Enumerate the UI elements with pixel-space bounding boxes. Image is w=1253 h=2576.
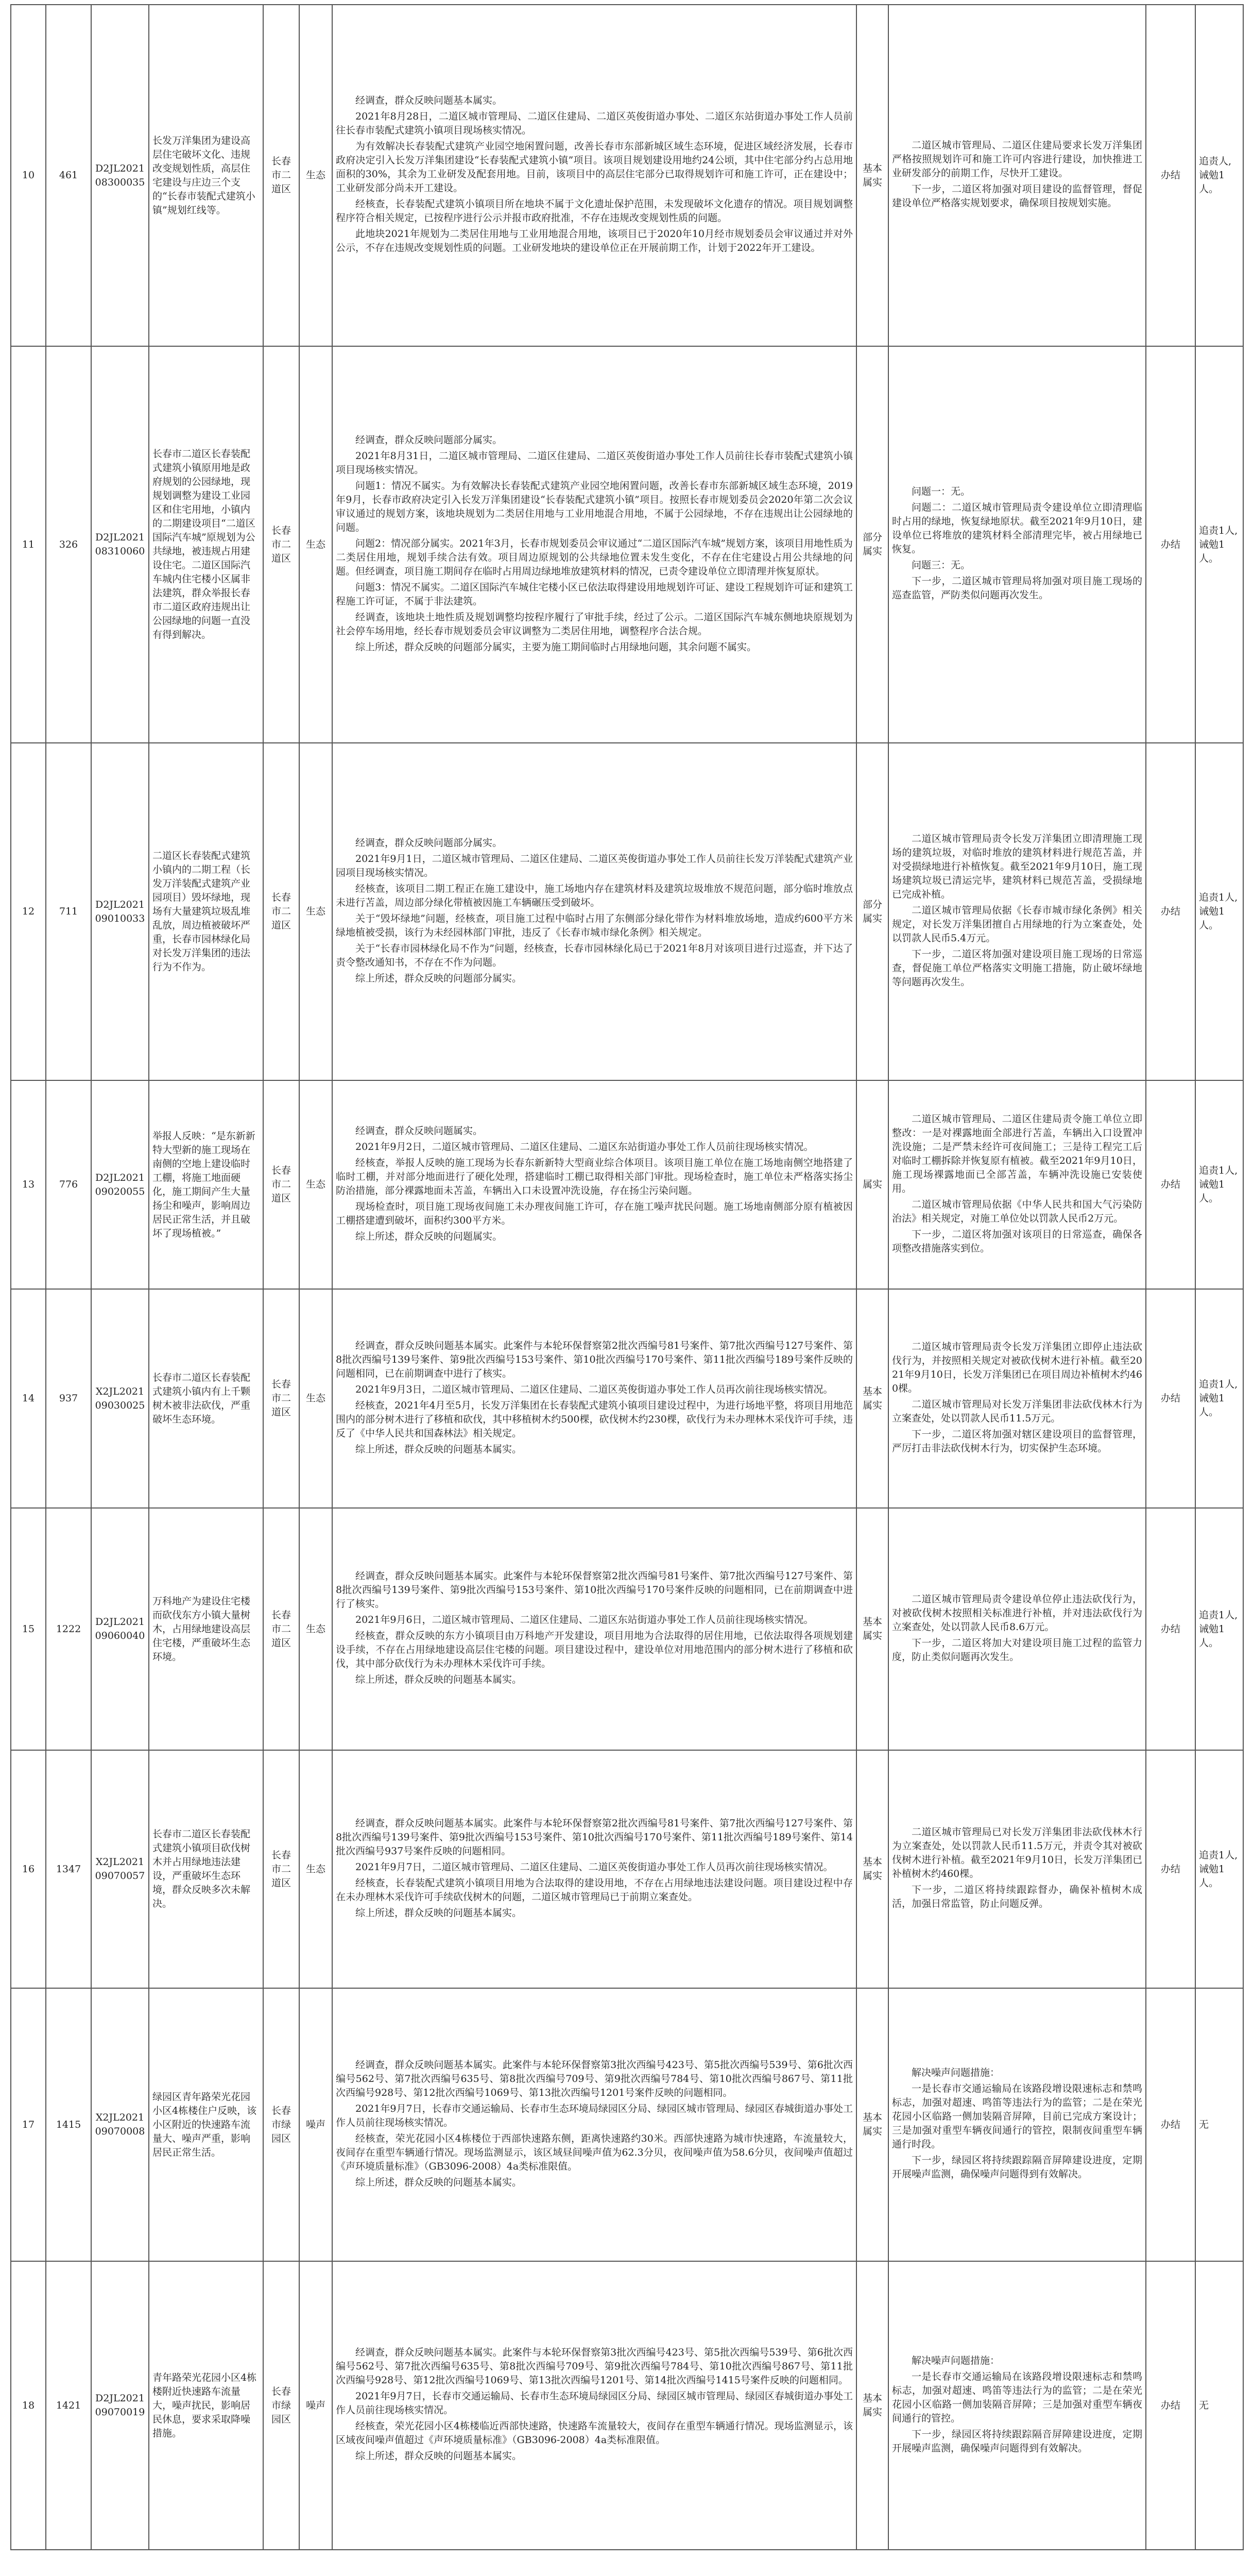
- handling-result-paragraph: 二道区城市管理局对长发万洋集团非法砍伐林木行为立案查处，处以罚款人民币11.5万元。: [892, 1398, 1142, 1424]
- handling-result: [888, 2261, 1146, 2550]
- issue-description: 青年路荣光花园小区4栋楼附近快速路车流量大，噪声扰民，影响居民休息，要求采取降噪措施。: [149, 2261, 263, 2550]
- finding: 基本属实: [856, 1289, 888, 1508]
- investigation-process: [332, 1988, 856, 2261]
- accountability: 追责1人,诫勉1人。: [1195, 743, 1243, 1080]
- investigation-process-paragraph: 关于“长春市园林绿化局不作为”问题，经核查，长春市园林绿化局已于2021年8月对该项目进行过巡查，并下达了责令整改通知书，不存在不作为问题。: [336, 942, 853, 968]
- handling-result-paragraph: 问题一：无。: [912, 486, 971, 497]
- investigation-process-paragraph: 经调查，群众反映问题基本属实。此案件与本轮环保督察第2批次西编号81号案件、第7批次西编号127号案件、第8批次西编号139号案件、第9批次西编号153号案件、第10批次西编号170号案件、第11批次西编号189号案件反映的问题相同，已在前期调查中进行了核实。: [336, 1340, 853, 1379]
- handling-result-paragraph: 二道区城市管理局已对长发万洋集团非法砍伐林木行为立案查处，处以罚款人民币11.5万元，并责令其对被砍伐树木进行补植。截至2021年9月10日，长发万洋集团已补植树木约460棵。: [892, 1826, 1142, 1879]
- issue-description: 举报人反映：“是东新新特大型新的施工现场在南侧的空地上建设临时工棚，将施工地面硬化，施工期间产生大量扬尘和噪声，影响周边居民正常生活，并且破坏了现场植被。”: [149, 1080, 263, 1289]
- row-number: 13: [11, 1080, 46, 1289]
- finding: 部分属实: [856, 743, 888, 1080]
- issue-description: 长发万洋集团为建设高层住宅破坏文化、违规改变规划性质，高层住宅建设与庄边三个支的“长春市装配式建筑小镇”规划红线等。: [149, 5, 263, 346]
- case-code: X2JL202109070008: [91, 1988, 149, 2261]
- investigation-process-paragraph: 经核查，该项目二期工程正在施工建设中，施工场地内存在建筑材料及建筑垃圾堆放不规范问题，部分临时堆放点未进行苫盖，周边部分绿化带植被因施工车辆碾压受到破坏。: [336, 883, 853, 908]
- accountability: 追责人,诫勉1人。: [1195, 5, 1243, 346]
- investigation-process-paragraph: 现场检查时，项目施工现场夜间施工未办理夜间施工许可，存在施工噪声扰民问题。施工场地南侧部分原有植被因工棚搭建遭到破坏，面积约300平方米。: [336, 1200, 853, 1226]
- handling-result-paragraph: 下一步，二道区将持续跟踪督办，确保补植树木成活，加强日常监管，防止问题反弹。: [892, 1884, 1142, 1909]
- status: 办结: [1146, 1750, 1195, 1988]
- accountability: 追责1人,诫勉1人。: [1195, 1289, 1243, 1508]
- investigation-process-paragraph: 2021年8月31日，二道区城市管理局、二道区住建局、二道区英俊街道办事处工作人员前往长春市装配式建筑小镇项目现场核实情况。: [336, 450, 853, 476]
- pollution-type: 噪声: [299, 1988, 332, 2261]
- handling-result-paragraph: 下一步，二道区将加强对辖区建设项目的监督管理，严厉打击非法砍伐树木行为，切实保护生态环境。: [892, 1428, 1142, 1454]
- issue-description: 长春市二道区长春装配式建筑小镇原用地是政府规划的公园绿地，现规划调整为建设工业园区和住宅用地，小镇内的二期建设项目“二道区国际汽车城”原规划为公共绿地，被违规占用建设住宅。二道区国际汽车城内住宅楼小区属非法建筑，群众举报长春市二道区政府违规出让公园绿地的问题一直没有得到解决。: [149, 346, 263, 743]
- issue-description: 万科地产为建设住宅楼而砍伐东方小镇大量树木，占用绿地建设高层住宅楼，严重破坏生态环境。: [149, 1508, 263, 1750]
- case-code: D2JL202109070019: [91, 2261, 149, 2550]
- status: 办结: [1146, 346, 1195, 743]
- district: 长春市二道区: [263, 1289, 299, 1508]
- investigation-process-paragraph: 综上所述，群众反映的问题基本属实。: [355, 2176, 522, 2188]
- investigation-process: [332, 346, 856, 743]
- handling-result: [888, 346, 1146, 743]
- accountability: 追责1人,诫勉1人。: [1195, 346, 1243, 743]
- investigation-process-paragraph: 综上所述，群众反映的问题部分属实。: [355, 972, 522, 984]
- investigation-process: [332, 1289, 856, 1508]
- row-number: 10: [11, 5, 46, 346]
- investigation-process-paragraph: 关于“毁坏绿地”问题，经核查，项目施工过程中临时占用了东侧部分绿化带作为材料堆放场地，造成约600平方米绿地植被受损，该行为未经园林部门审批，违反了《长春市城市绿化条例》相关规定。: [336, 912, 853, 938]
- investigation-process: [332, 5, 856, 346]
- finding: 基本属实: [856, 1988, 888, 2261]
- handling-result-paragraph: 下一步，二道区将加强对该项目的日常巡查，确保各项整改措施落实到位。: [892, 1228, 1142, 1254]
- investigation-process-paragraph: 经核查，荣光花园小区4栋楼位于西部快速路东侧，距离快速路约30米。西部快速路为城市快速路，车流量较大，夜间存在重型车辆通行情况。现场监测显示，该区域昼间噪声值为62.3分贝，夜间噪声值为58.6分贝，夜间噪声值超过《声环境质量标准》（GB3096-2008）4a类标准限值。: [336, 2132, 853, 2172]
- case-code: D2JL202108310060: [91, 346, 149, 743]
- investigation-process-paragraph: 2021年9月3日，二道区城市管理局、二道区住建局、二道区英俊街道办事处工作人员再次前往现场核实情况。: [355, 1383, 833, 1395]
- investigation-process: [332, 1080, 856, 1289]
- handling-result: [888, 1080, 1146, 1289]
- pollution-type: 生态: [299, 1080, 332, 1289]
- investigation-process-paragraph: 2021年8月28日，二道区城市管理局、二道区住建局、二道区英俊街道办事处、二道区东站街道办事处工作人员前往长春市装配式建筑小镇项目现场核实情况。: [336, 111, 853, 136]
- row-number: 12: [11, 743, 46, 1080]
- investigation-process-paragraph: 经核查，长春装配式建筑小镇项目所在地块不属于文化遗址保护范围，未发现破坏文化遗存的情况。项目规划调整程序符合相关规定，已按程序进行公示并报市政府批准，不存在违规改变规划性质的问题。: [336, 198, 853, 224]
- table-row: [11, 1080, 1243, 1289]
- case-code: D2JL202109060040: [91, 1508, 149, 1750]
- handling-result-paragraph: 解决噪声问题措施：: [912, 2354, 1000, 2366]
- status: 办结: [1146, 1508, 1195, 1750]
- case-id: 326: [46, 346, 91, 743]
- status: 办结: [1146, 5, 1195, 346]
- handling-result-paragraph: 二道区城市管理局责令长发万洋集团立即清理施工现场的建筑垃圾，对临时堆放的建筑材料进行规范苫盖，并对受损绿地进行补植恢复。截至2021年9月10日，施工现场建筑垃圾已清运完毕，建筑材料已规范苫盖，受损绿地已完成补植。: [892, 833, 1142, 900]
- handling-result-paragraph: 二道区城市管理局、二道区住建局要求长发万洋集团严格按照规划许可和施工许可内容进行建设，加快推进工业研发部分的前期工作，尽快开工建设。: [892, 140, 1142, 179]
- investigation-process-paragraph: 经核查，群众反映的东方小镇项目由万科地产开发建设，项目用地为合法取得的居住用地，已依法取得各项规划建设手续，不存在占用绿地建设高层住宅楼的问题。项目建设过程中，建设单位对用地范围内的部分树木进行了移植和砍伐，其中部分砍伐行为未办理林木采伐许可手续。: [336, 1630, 853, 1669]
- investigation-process-paragraph: 经调查，群众反映问题属实。: [355, 1125, 483, 1137]
- row-number: 17: [11, 1988, 46, 2261]
- handling-result-paragraph: 下一步，二道区将加大对建设项目施工过程的监管力度，防止类似问题再次发生。: [892, 1637, 1142, 1663]
- handling-result-paragraph: 二道区城市管理局依据《中华人民共和国大气污染防治法》相关规定，对施工单位处以罚款人民币2万元。: [892, 1198, 1142, 1224]
- petition-table-sheet: [10, 4, 1243, 2576]
- table-row: [11, 1988, 1243, 2261]
- investigation-process-paragraph: 此地块2021年规划为二类居住用地与工业用地混合用地，该项目已于2020年10月经市规划委员会审议通过并对外公示，不存在违规改变规划性质的问题。工业研发地块的建设单位正在开展前期工作，计划于2022年开工建设。: [336, 228, 853, 253]
- investigation-process-paragraph: 2021年9月6日，二道区城市管理局、二道区住建局、二道区东站街道办事处工作人员前往现场核实情况。: [355, 1614, 814, 1625]
- row-number: 16: [11, 1750, 46, 1988]
- district: 长春市二道区: [263, 743, 299, 1080]
- district: 长春市二道区: [263, 1508, 299, 1750]
- investigation-process-paragraph: 2021年9月7日，长春市交通运输局、长春市生态环境局绿园区分局、绿园区城市管理局、绿园区春城街道办事处工作人员前往现场核实情况。: [336, 2103, 853, 2128]
- table-row: [11, 1289, 1243, 1508]
- table-row: [11, 743, 1243, 1080]
- accountability: 追责1人,诫勉1人。: [1195, 1080, 1243, 1289]
- district: 长春市绿园区: [263, 2261, 299, 2550]
- handling-result-paragraph: 下一步，二道区将加强对项目建设的监督管理，督促建设单位严格落实规划要求，确保项目按规划实施。: [892, 183, 1142, 209]
- case-code: X2JL202109070057: [91, 1750, 149, 1988]
- case-id: 711: [46, 743, 91, 1080]
- handling-result-paragraph: 问题三：无。: [912, 560, 971, 571]
- investigation-process-paragraph: 问题1：情况不属实。为有效解决长春装配式建筑产业园空地闲置问题，改善长春市东部新城区域生态环境，2019年9月，长春市政府决定引入长发万洋集团建设“长春装配式建筑小镇”项目。按照长春市规划委员会2020年第二次会议审议通过的规划方案，该地块规划为二类居住用地与工业用地混合用地，不属于公园绿地，不存在违规出让公园绿地的问题。: [336, 480, 853, 533]
- handling-result: [888, 743, 1146, 1080]
- investigation-process-paragraph: 综上所述，群众反映的问题基本属实。: [355, 2450, 522, 2462]
- investigation-process-paragraph: 经调查，群众反映问题部分属实。: [355, 434, 503, 446]
- case-id: 937: [46, 1289, 91, 1508]
- accountability: 无: [1195, 2261, 1243, 2550]
- issue-description: 长春市二道区长春装配式建筑小镇内有上千颗树木被非法砍伐，严重破坏生态环境。: [149, 1289, 263, 1508]
- case-code: D2JL202109010033: [91, 743, 149, 1080]
- investigation-process-paragraph: 2021年9月1日，二道区城市管理局、二道区住建局、二道区英俊街道办事处工作人员前往长发万洋装配式建筑产业园项目现场核实情况。: [336, 853, 853, 878]
- investigation-process-paragraph: 经调查，群众反映问题基本属实。: [355, 95, 503, 106]
- issue-description: 长春市二道区长春装配式建筑小镇项目砍伐树木并占用绿地违法建设，严重破坏生态环境，群众反映多次未解决。: [149, 1750, 263, 1988]
- case-id: 776: [46, 1080, 91, 1289]
- accountability: 无: [1195, 1988, 1243, 2261]
- investigation-process-paragraph: 综上所述，群众反映的问题基本属实。: [355, 1443, 522, 1455]
- status: 办结: [1146, 743, 1195, 1080]
- handling-result-paragraph: 下一步，二道区城市管理局将加强对项目施工现场的巡查监管，严防类似问题再次发生。: [892, 575, 1142, 601]
- handling-result: [888, 5, 1146, 346]
- handling-result-paragraph: 一是长春市交通运输局在该路段增设限速标志和禁鸣标志，加强对超速、鸣笛等违法行为的监管；二是在荣光花园小区临路一侧加装隔音屏障；三是加强对重型车辆夜间通行的管控。: [892, 2370, 1142, 2424]
- investigation-process: [332, 2261, 856, 2550]
- handling-result-paragraph: 解决噪声问题措施：: [912, 2067, 1000, 2078]
- investigation-process-paragraph: 经核查，长春装配式建筑小镇项目用地为合法取得的建设用地，不存在占用绿地违法建设问题。项目建设过程中存在未办理林木采伐许可手续砍伐树木的问题，二道区城市管理局已于前期立案查处。: [336, 1877, 853, 1903]
- pollution-type: 生态: [299, 1508, 332, 1750]
- investigation-process-paragraph: 经核查，举报人反映的施工现场为长春东新新特大型商业综合体项目。该项目施工单位在施工场地南侧空地搭建了临时工棚，并对部分地面进行了硬化处理，搭建临时工棚已取得相关部门审批。现场检查时，施工单位未严格落实扬尘防治措施，部分裸露地面未苫盖，车辆出入口未设置冲洗设施，存在扬尘污染问题。: [336, 1157, 853, 1196]
- investigation-process-paragraph: 综上所述，群众反映的问题基本属实。: [355, 1907, 522, 1919]
- investigation-process-paragraph: 问题3：情况不属实。二道区国际汽车城住宅楼小区已依法取得建设用地规划许可证、建设工程规划许可证和建筑工程施工许可证，不属于非法建筑。: [336, 581, 853, 607]
- pollution-type: 生态: [299, 5, 332, 346]
- pollution-type: 生态: [299, 1289, 332, 1508]
- table-row: [11, 1750, 1243, 1988]
- handling-result-paragraph: 二道区城市管理局依据《长春市城市绿化条例》相关规定，对长发万洋集团擅自占用绿地的行为立案查处，处以罚款人民币5.4万元。: [892, 905, 1142, 944]
- row-number: 14: [11, 1289, 46, 1508]
- investigation-process-paragraph: 综上所述，群众反映的问题基本属实。: [355, 1674, 522, 1685]
- investigation-process-paragraph: 为有效解决长春装配式建筑产业园空地闲置问题，改善长春市东部新城区域生态环境，促进区域经济发展，长春市政府决定引入长发万洋集团建设“长春装配式建筑小镇”项目。该项目规划建设用地约24公顷，其中住宅部分约占总用地面积的30%，其余为工业研发及配套用地。目前，该项目中的高层住宅部分已取得规划许可和施工许可，正在建设中；工业研发部分尚未开工建设。: [336, 141, 853, 194]
- finding: 基本属实: [856, 1750, 888, 1988]
- case-id: 1415: [46, 1988, 91, 2261]
- case-id: 1222: [46, 1508, 91, 1750]
- table-row: [11, 2261, 1243, 2550]
- case-id: 1347: [46, 1750, 91, 1988]
- pollution-type: 生态: [299, 743, 332, 1080]
- district: 长春市二道区: [263, 1750, 299, 1988]
- investigation-process-paragraph: 2021年9月2日，二道区城市管理局、二道区住建局、二道区东站街道办事处工作人员前往现场核实情况。: [355, 1141, 814, 1153]
- finding: 基本属实: [856, 2261, 888, 2550]
- table-row: [11, 346, 1243, 743]
- district: 长春市二道区: [263, 1080, 299, 1289]
- case-id: 1421: [46, 2261, 91, 2550]
- investigation-process-paragraph: 2021年9月7日，长春市交通运输局、长春市生态环境局绿园区分局、绿园区城市管理局、绿园区春城街道办事处工作人员前往现场核实情况。: [336, 2391, 853, 2416]
- table-row: [11, 1508, 1243, 1750]
- case-code: D2JL202109020055: [91, 1080, 149, 1289]
- row-number: 18: [11, 2261, 46, 2550]
- pollution-type: 生态: [299, 1750, 332, 1988]
- handling-result-paragraph: 二道区城市管理局、二道区住建局责令施工单位立即整改：一是对裸露地面全部进行苫盖，车辆出入口设置冲洗设施；二是严禁未经许可夜间施工；三是待工程完工后对临时工棚拆除并恢复原有植被。截至2021年9月10日，施工现场裸露地面已全部苫盖，车辆冲洗设施已安装使用。: [892, 1113, 1142, 1194]
- case-code: D2JL202108300035: [91, 5, 149, 346]
- handling-result: [888, 1750, 1146, 1988]
- accountability: 追责1人,诫勉1人。: [1195, 1508, 1243, 1750]
- district: 长春市二道区: [263, 346, 299, 743]
- accountability: 追责1人,诫勉1人。: [1195, 1750, 1243, 1988]
- investigation-process-paragraph: 经调查，群众反映问题基本属实。此案件与本轮环保督察第2批次西编号81号案件、第7批次西编号127号案件、第8批次西编号139号案件、第9批次西编号153号案件、第10批次西编号170号案件、第11批次西编号189号案件、第14批次西编号937号案件反映的问题相同。: [336, 1817, 853, 1857]
- investigation-process: [332, 1508, 856, 1750]
- case-id: 461: [46, 5, 91, 346]
- handling-result-paragraph: 下一步，二道区将加强对建设项目施工现场的日常巡查，督促施工单位严格落实文明施工措施，防止破坏绿地等问题再次发生。: [892, 948, 1142, 988]
- investigation-process-paragraph: 经调查，群众反映问题部分属实。: [355, 837, 503, 849]
- petition-table: [10, 4, 1244, 2550]
- status: 办结: [1146, 1988, 1195, 2261]
- handling-result-paragraph: 二道区城市管理局责令长发万洋集团立即停止违法砍伐行为，并按照相关规定对被砍伐树木进行补植。截至2021年9月10日，长发万洋集团已在项目周边补植树木约460棵。: [892, 1341, 1142, 1394]
- investigation-process-paragraph: 经调查，群众反映问题基本属实。此案件与本轮环保督察第3批次西编号423号、第5批次西编号539号、第6批次西编号562号、第7批次西编号635号、第8批次西编号709号、第9批次西编号784号、第10批次西编号867号、第11批次西编号928号、第12批次西编号1069号、第13批次西编号1201号、第14批次西编号1415号案件反映的问题相同。: [336, 2347, 853, 2386]
- row-number: 11: [11, 346, 46, 743]
- investigation-process-paragraph: 问题2：情况部分属实。2021年3月，长春市规划委员会审议通过“二道区国际汽车城”规划方案，该项目用地性质为二类居住用地，规划手续合法有效。项目周边原规划的公共绿地位置未发生变化，不存在住宅建设占用公共绿地的问题。但经调查，项目施工期间存在临时占用周边绿地堆放建筑材料的情况，已责令建设单位立即清理并恢复原状。: [336, 537, 853, 577]
- status: 办结: [1146, 1289, 1195, 1508]
- handling-result-paragraph: 下一步，绿园区将持续跟踪隔音屏障建设进度，定期开展噪声监测，确保噪声问题得到有效解决。: [892, 2428, 1142, 2454]
- handling-result-paragraph: 下一步，绿园区将持续跟踪隔音屏障建设进度，定期开展噪声监测，确保噪声问题得到有效解决。: [892, 2155, 1142, 2180]
- investigation-process-paragraph: 经调查，群众反映问题基本属实。此案件与本轮环保督察第2批次西编号81号案件、第7批次西编号127号案件、第8批次西编号139号案件、第9批次西编号153号案件、第10批次西编号170号案件反映的问题相同，已在前期调查中进行了核实。: [336, 1570, 853, 1609]
- handling-result-paragraph: 问题二：二道区城市管理局责令建设单位立即清理临时占用的绿地，恢复绿地原状。截至2021年9月10日，建设单位已将堆放的建筑材料全部清理完毕，被占用绿地已恢复。: [892, 502, 1142, 555]
- investigation-process-paragraph: 综上所述，群众反映的问题属实。: [355, 1230, 503, 1242]
- finding: 部分属实: [856, 346, 888, 743]
- investigation-process-paragraph: 经调查，群众反映问题基本属实。此案件与本轮环保督察第3批次西编号423号、第5批次西编号539号、第6批次西编号562号、第7批次西编号635号、第8批次西编号709号、第9批次西编号784号、第10批次西编号867号、第11批次西编号928号、第12批次西编号1069号、第13批次西编号1201号案件反映的问题相同。: [336, 2059, 853, 2098]
- investigation-process-paragraph: 经核查，2021年4月至5月，长发万洋集团在长春装配式建筑小镇项目建设过程中，为进行场地平整，将项目用地范围内的部分树木进行了移植和砍伐，其中移植树木约500棵，砍伐树木约230棵，砍伐行为未办理林木采伐许可手续，违反了《中华人民共和国森林法》相关规定。: [336, 1399, 853, 1439]
- pollution-type: 噪声: [299, 2261, 332, 2550]
- investigation-process-paragraph: 经核查，荣光花园小区4栋楼临近西部快速路，快速路车流量较大，夜间存在重型车辆通行情况。现场监测显示，该区域夜间噪声值超过《声环境质量标准》（GB3096-2008）4a类标准限值。: [336, 2420, 853, 2446]
- district: 长春市绿园区: [263, 1988, 299, 2261]
- issue-description: 二道区长春装配式建筑小镇内的二期工程（长发万洋装配式建筑产业园项目）毁坏绿地，现场有大量建筑垃圾乱堆乱放，周边植被破坏严重，长春市园林绿化局对长发万洋集团的违法行为不作为。: [149, 743, 263, 1080]
- investigation-process: [332, 1750, 856, 1988]
- handling-result-paragraph: 二道区城市管理局责令建设单位停止违法砍伐行为，对被砍伐树木按照相关标准进行补植，并对违法砍伐行为立案查处，处以罚款人民币8.6万元。: [892, 1593, 1142, 1633]
- finding: 基本属实: [856, 1508, 888, 1750]
- pollution-type: 生态: [299, 346, 332, 743]
- investigation-process-paragraph: 综上所述，群众反映的问题部分属实，主要为施工期间临时占用绿地问题，其余问题不属实。: [355, 641, 757, 653]
- investigation-process-paragraph: 经调查，该地块土地性质及规划调整均按程序履行了审批手续，经过了公示。二道区国际汽车城东侧地块原规划为社会停车场用地，经长春市规划委员会审议调整为二类居住用地，调整程序合法合规。: [336, 611, 853, 637]
- handling-result-paragraph: 一是长春市交通运输局在该路段增设限速标志和禁鸣标志，加强对超速、鸣笛等违法行为的监管；二是在荣光花园小区临路一侧加装隔音屏障，目前已完成方案设计；三是加强对重型车辆夜间通行的管控，限制夜间重型车辆通行时段。: [892, 2083, 1142, 2150]
- investigation-process: [332, 743, 856, 1080]
- finding: 基本属实: [856, 5, 888, 346]
- case-code: X2JL202109030025: [91, 1289, 149, 1508]
- district: 长春市二道区: [263, 5, 299, 346]
- issue-description: 绿园区青年路荣光花园小区4栋楼住户反映，该小区附近的快速路车流量大、噪声严重，影响居民正常生活。: [149, 1988, 263, 2261]
- finding: 属实: [856, 1080, 888, 1289]
- handling-result: [888, 1289, 1146, 1508]
- row-number: 15: [11, 1508, 46, 1750]
- investigation-process-paragraph: 2021年9月7日，二道区城市管理局、二道区住建局、二道区英俊街道办事处工作人员再次前往现场核实情况。: [355, 1861, 833, 1873]
- handling-result: [888, 1508, 1146, 1750]
- status: 办结: [1146, 1080, 1195, 1289]
- status: 办结: [1146, 2261, 1195, 2550]
- table-row: [11, 5, 1243, 346]
- handling-result: [888, 1988, 1146, 2261]
